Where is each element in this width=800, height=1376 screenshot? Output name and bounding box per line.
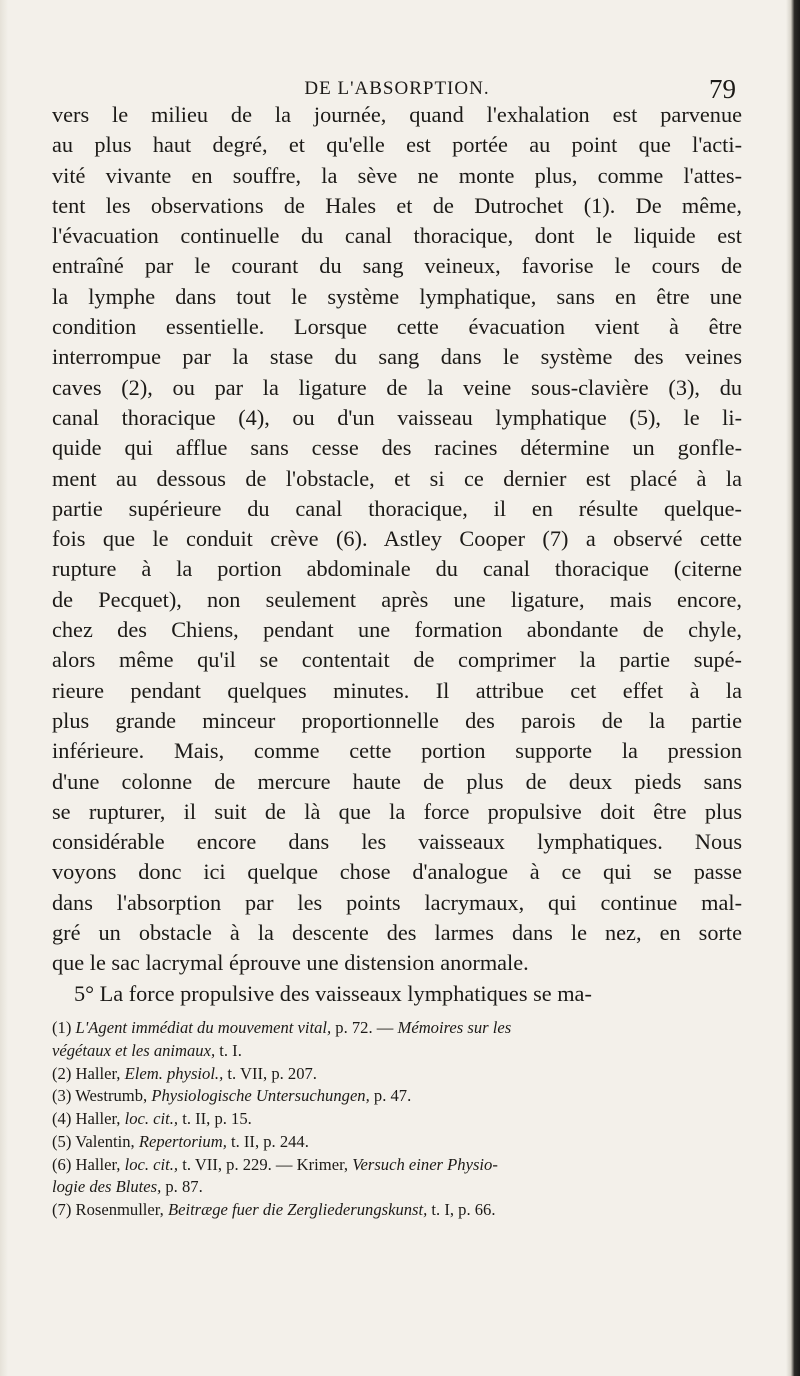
body-line: d'une colonne de mercure haute de plus de deux pieds sans [52, 768, 742, 794]
footnote-rest: t. I. [215, 1040, 242, 1060]
footnote-italic2: loc. cit., [124, 1154, 179, 1174]
footnote-italic2: Beitræge fuer die Zergliederungskunst, [167, 1200, 428, 1220]
body-line: voyons donc ici quelque chose d'analogue à ce qui se passe [52, 859, 742, 885]
body-line: ment au dessous de l'obstacle, et si ce dernier est placé à la [52, 465, 742, 491]
footnote-italic: L'Agent immédiat du mouvement vital, [71, 1017, 332, 1037]
footnotes [52, 1017, 742, 1222]
running-title: DE L'ABSORPTION. [304, 78, 490, 99]
footnote-line [52, 1154, 742, 1177]
footnote-num: (2) [52, 1063, 72, 1083]
footnote-rest: Haller, [71, 1154, 125, 1174]
footnote-rest: Haller, [71, 1063, 125, 1083]
body-line: plus grande minceur proportionnelle des parois de la partie [52, 707, 742, 733]
footnote-num: (3) [52, 1086, 72, 1106]
body-text [52, 100, 742, 1009]
footnote-line [52, 1017, 742, 1040]
body-line: partie supérieure du canal thoracique, il en résulte quelque- [52, 495, 742, 521]
running-head [52, 60, 742, 104]
body-line: quide qui afflue sans cesse des racines détermine un gonfle- [52, 435, 742, 461]
footnote-num: (6) [52, 1154, 72, 1174]
body-line: que le sac lacrymal éprouve une distension anormale. [52, 950, 529, 976]
body-line: vers le milieu de la journée, quand l'exhalation est parvenue [52, 102, 742, 127]
body-line: alors même qu'il se contentait de comprimer la partie supé- [52, 647, 742, 673]
body-line: canal thoracique (4), ou d'un vaisseau lymphatique (5), le li- [52, 404, 742, 430]
page-left-edge [0, 0, 8, 1376]
footnote-rest: Haller, [71, 1109, 125, 1129]
body-line: considérable encore dans les vaisseaux lymphatiques. Nous [52, 829, 742, 855]
footnote-line [52, 1040, 742, 1063]
footnote-line [52, 1199, 742, 1222]
footnote-line [52, 1085, 742, 1108]
body-line: dans l'absorption par les points lacrymaux, qui continue mal- [52, 889, 742, 915]
footnote-italic2: Mémoires sur les [397, 1017, 512, 1037]
footnote-rest: Valentin, [71, 1131, 139, 1151]
book-page [52, 60, 742, 1222]
footnote-italic: végétaux et les animaux, [52, 1040, 216, 1060]
footnote-italic3: Versuch einer Physio- [352, 1154, 498, 1174]
page-number: 79 [709, 74, 736, 104]
footnote-italic2: loc. cit., [124, 1109, 179, 1129]
body-line: se rupturer, il suit de là que la force propulsive doit être plus [52, 798, 742, 824]
footnote-tail: t. II, p. 15. [178, 1109, 252, 1129]
body-line: gré un obstacle à la descente des larmes dans le nez, en sorte [52, 920, 742, 946]
body-line: condition essentielle. Lorsque cette évacuation vient à être [52, 314, 742, 340]
footnote-line [52, 1063, 742, 1086]
footnote-rest: Westrumb, [71, 1086, 152, 1106]
body-line: entraîné par le courant du sang veineux, favorise le cours de [52, 253, 742, 279]
body-line: rieure pendant quelques minutes. Il attribue cet effet à la [52, 677, 742, 703]
footnote-italic2: Physiologische Untersuchungen, [151, 1086, 370, 1106]
body-line: au plus haut degré, et qu'elle est portée au point que l'acti- [52, 132, 742, 158]
body-line: interrompue par la stase du sang dans le système des veines [52, 344, 742, 370]
footnote-line [52, 1108, 742, 1131]
footnote-tail: t. II, p. 244. [226, 1131, 309, 1151]
footnote-tail: p. 47. [369, 1086, 412, 1106]
body-line: chez des Chiens, pendant une formation abondante de chyle, [52, 617, 742, 643]
book-spine-edge [786, 0, 800, 1376]
footnote-rest: Rosenmuller, [71, 1200, 168, 1220]
body-line: caves (2), ou par la ligature de la veine sous-clavière (3), du [52, 374, 742, 400]
footnote-num: (7) [52, 1200, 72, 1220]
footnote-tail: t. I, p. 66. [427, 1200, 496, 1220]
footnote-italic2: Elem. physiol., [124, 1063, 224, 1083]
footnote-tail: t. VII, p. 229. — Krimer, [178, 1154, 353, 1174]
footnote-line [52, 1131, 742, 1154]
footnote-tail: t. VII, p. 207. [223, 1063, 317, 1083]
footnote-line [52, 1176, 742, 1199]
footnote-rest: p. 72. — [331, 1017, 398, 1037]
footnote-rest: p. 87. [161, 1177, 203, 1197]
footnote-num: (1) [52, 1017, 72, 1037]
footnote-italic: logie des Blutes, [52, 1177, 162, 1197]
body-line: 5° La force propulsive des vaisseaux lymphatiques se ma- [74, 980, 592, 1006]
body-line: inférieure. Mais, comme cette portion supporte la pression [52, 738, 742, 764]
footnote-num: (5) [52, 1131, 72, 1151]
body-line: rupture à la portion abdominale du canal thoracique (citerne [52, 556, 742, 582]
footnote-italic2: Repertorium, [138, 1131, 227, 1151]
body-line: fois que le conduit crève (6). Astley Cooper (7) a observé cette [52, 526, 742, 552]
footnote-num: (4) [52, 1109, 72, 1129]
body-line: l'évacuation continuelle du canal thoracique, dont le liquide est [52, 223, 742, 249]
body-line: vité vivante en souffre, la sève ne monte plus, comme l'attes- [52, 162, 742, 188]
body-line: de Pecquet), non seulement après une ligature, mais encore, [52, 586, 742, 612]
body-line: tent les observations de Hales et de Dutrochet (1). De même, [52, 192, 742, 218]
body-line: la lymphe dans tout le système lymphatique, sans en être une [52, 283, 742, 309]
